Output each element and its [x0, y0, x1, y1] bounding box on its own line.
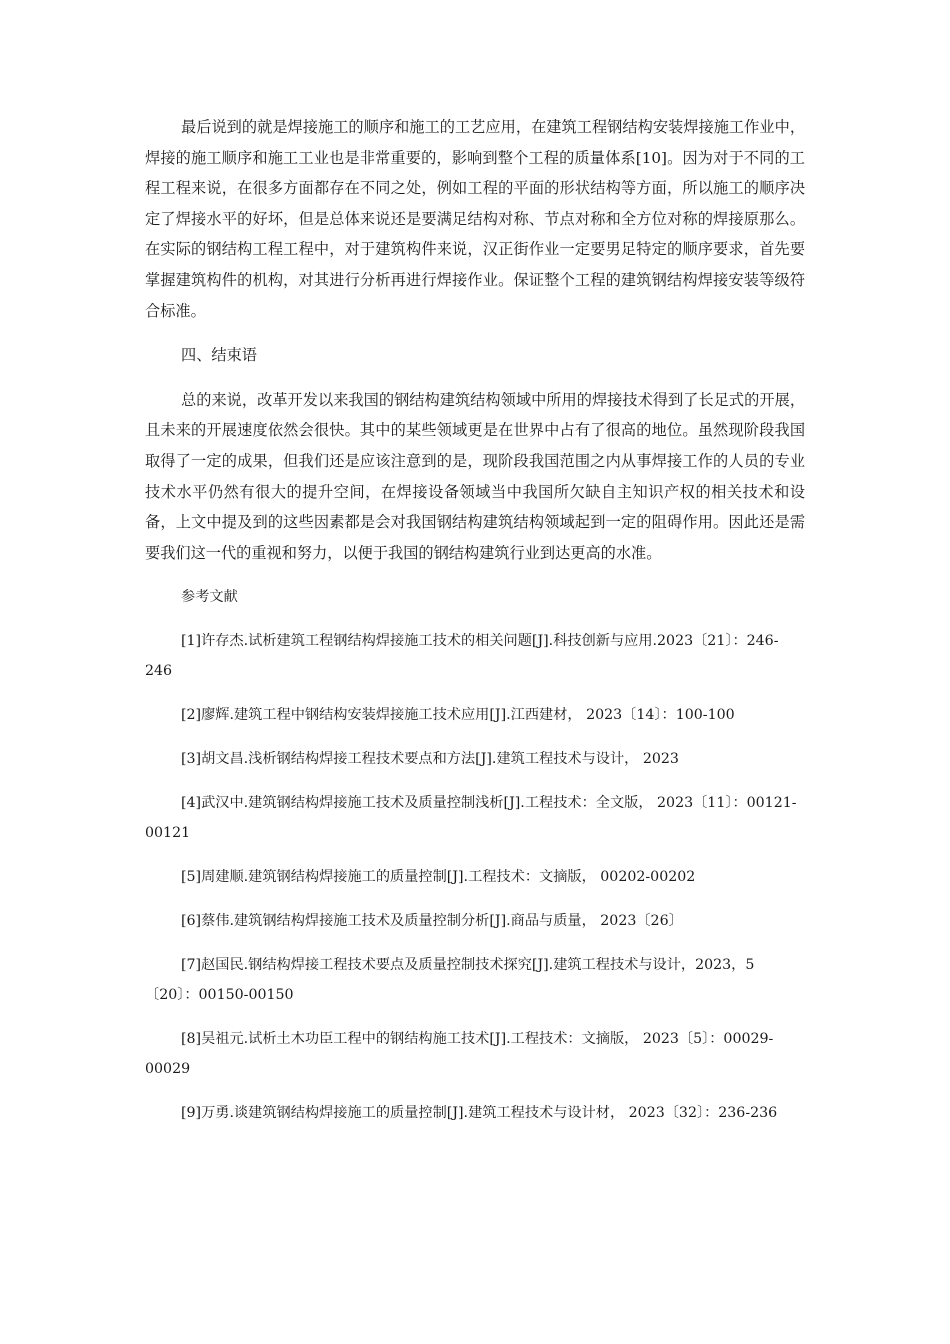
body-paragraph-welding-sequence: 最后说到的就是焊接施工的顺序和施工的工艺应用，在建筑工程钢结构安装焊接施工作业中，焊接的施工顺序和施工工业也是非常重要的，影响到整个工程的质量体系[10]。因为对于不同的工程工程来说，在很多方面都存在不同之处，例如工程的平面的形状结构等方面，所以施工的顺序决定了焊接水平的好坏，但是总体来说还是要满足结构对称、节点对称和全方位对称的焊接原那么。在实际的钢结构工程工程中，对于建筑构件来说，汉正街作业一定要男足特定的顺序要求，首先要掌握建筑构件的机构，对其进行分析再进行焊接作业。保证整个工程的建筑钢结构焊接安装等级符合标准。: [145, 118, 805, 320]
reference-item: [5]周建顺.建筑钢结构焊接施工的质量控制[J].工程技术：文摘版， 00202-00202: [181, 869, 696, 886]
references-section: [145, 582, 805, 1128]
section-heading-conclusion: 四、结束语: [181, 346, 257, 365]
reference-item: [9]万勇.谈建筑钢结构焊接施工的质量控制[J].建筑工程技术与设计材， 2023〔32〕：236-236: [181, 1105, 778, 1122]
reference-item: [1]许存杰.试析建筑工程钢结构焊接施工技术的相关问题[J].科技创新与应用.2023〔21〕：246-246: [145, 633, 779, 680]
body-paragraph-conclusion: 总的来说，改革开发以来我国的钢结构建筑结构领域中所用的焊接技术得到了长足式的开展，且未来的开展速度依然会很快。其中的某些领域更是在世界中占有了很高的地位。虽然现阶段我国取得了一定的成果，但我们还是应该注意到的是，现阶段我国范围之内从事焊接工作的人员的专业技术水平仍然有很大的提升空间，在焊接设备领域当中我国所欠缺自主知识产权的相关技术和设备，上文中提及到的这些因素都是会对我国钢结构建筑结构领域起到一定的阻碍作用。因此还是需要我们这一代的重视和努力，以便于我国的钢结构建筑行业到达更高的水准。: [145, 390, 805, 562]
reference-item: [3]胡文昌.浅析钢结构焊接工程技术要点和方法[J].建筑工程技术与设计， 2023: [181, 751, 679, 768]
reference-item: [6]蔡伟.建筑钢结构焊接施工技术及质量控制分析[J].商品与质量， 2023〔26〕: [181, 913, 683, 930]
reference-item: [7]赵国民.钢结构焊接工程技术要点及质量控制技术探究[J].建筑工程技术与设计，2023，5〔20〕：00150-00150: [145, 957, 755, 1004]
document-page: [145, 112, 805, 1128]
reference-item: [4]武汉中.建筑钢结构焊接施工技术及质量控制浅析[J].工程技术：全文版， 2023〔11〕：00121-00121: [145, 795, 797, 842]
references-title: 参考文献: [181, 589, 238, 606]
reference-item: [8]吴祖元.试析土木功臣工程中的钢结构施工技术[J].工程技术：文摘版， 2023〔5〕：00029-00029: [145, 1031, 774, 1078]
reference-item: [2]廖辉.建筑工程中钢结构安装焊接施工技术应用[J].江西建材， 2023〔14〕：100-100: [181, 707, 735, 724]
